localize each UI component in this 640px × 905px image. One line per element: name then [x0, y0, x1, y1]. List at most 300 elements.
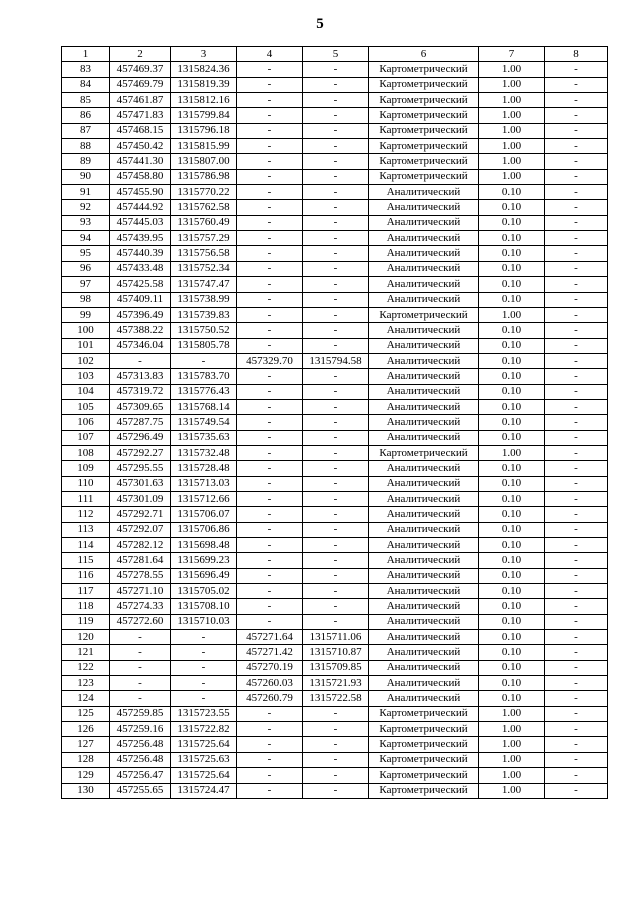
column-header: 2	[110, 47, 171, 62]
y-coordinate-cell: 1315776.43	[171, 384, 237, 399]
method-cell: Картометрический	[369, 768, 479, 783]
x-coordinate-cell: 457282.12	[110, 538, 171, 553]
accuracy-cell: 1.00	[479, 752, 545, 767]
note-cell: -	[545, 630, 608, 645]
note-cell: -	[545, 215, 608, 230]
method-cell: Аналитический	[369, 292, 479, 307]
x-new-coordinate-cell: 457260.79	[237, 691, 303, 706]
y-coordinate-cell: 1315725.64	[171, 768, 237, 783]
x-coordinate-cell: 457469.79	[110, 77, 171, 92]
y-new-coordinate-cell: -	[303, 538, 369, 553]
column-header: 1	[62, 47, 110, 62]
y-coordinate-cell: 1315770.22	[171, 185, 237, 200]
table-row	[62, 169, 608, 184]
method-cell: Аналитический	[369, 660, 479, 675]
note-cell: -	[545, 461, 608, 476]
note-cell: -	[545, 584, 608, 599]
x-new-coordinate-cell: -	[237, 399, 303, 414]
table-row	[62, 630, 608, 645]
accuracy-cell: 0.10	[479, 430, 545, 445]
y-coordinate-cell: 1315708.10	[171, 599, 237, 614]
table-row	[62, 568, 608, 583]
point-number-cell: 90	[62, 169, 110, 184]
point-number-cell: 125	[62, 706, 110, 721]
y-new-coordinate-cell: -	[303, 108, 369, 123]
x-new-coordinate-cell: -	[237, 369, 303, 384]
point-number-cell: 84	[62, 77, 110, 92]
x-new-coordinate-cell: -	[237, 384, 303, 399]
note-cell: -	[545, 338, 608, 353]
accuracy-cell: 0.10	[479, 185, 545, 200]
point-number-cell: 87	[62, 123, 110, 138]
x-new-coordinate-cell: -	[237, 200, 303, 215]
method-cell: Аналитический	[369, 261, 479, 276]
y-coordinate-cell: 1315815.99	[171, 139, 237, 154]
y-coordinate-cell: 1315762.58	[171, 200, 237, 215]
y-coordinate-cell: 1315757.29	[171, 231, 237, 246]
y-new-coordinate-cell: -	[303, 737, 369, 752]
x-new-coordinate-cell: -	[237, 154, 303, 169]
method-cell: Картометрический	[369, 123, 479, 138]
accuracy-cell: 0.10	[479, 261, 545, 276]
point-number-cell: 107	[62, 430, 110, 445]
point-number-cell: 114	[62, 538, 110, 553]
accuracy-cell: 0.10	[479, 645, 545, 660]
y-coordinate-cell: 1315706.07	[171, 507, 237, 522]
table-body	[62, 62, 608, 799]
y-new-coordinate-cell: -	[303, 568, 369, 583]
y-new-coordinate-cell: -	[303, 553, 369, 568]
method-cell: Картометрический	[369, 93, 479, 108]
note-cell: -	[545, 169, 608, 184]
column-header: 4	[237, 47, 303, 62]
x-coordinate-cell: 457439.95	[110, 231, 171, 246]
accuracy-cell: 0.10	[479, 676, 545, 691]
point-number-cell: 118	[62, 599, 110, 614]
accuracy-cell: 1.00	[479, 108, 545, 123]
point-number-cell: 98	[62, 292, 110, 307]
note-cell: -	[545, 752, 608, 767]
table-row	[62, 261, 608, 276]
point-number-cell: 121	[62, 645, 110, 660]
y-new-coordinate-cell: -	[303, 507, 369, 522]
y-coordinate-cell: 1315722.82	[171, 722, 237, 737]
y-new-coordinate-cell: -	[303, 246, 369, 261]
point-number-cell: 105	[62, 399, 110, 414]
point-number-cell: 113	[62, 522, 110, 537]
method-cell: Аналитический	[369, 538, 479, 553]
x-new-coordinate-cell: -	[237, 323, 303, 338]
accuracy-cell: 1.00	[479, 768, 545, 783]
point-number-cell: 119	[62, 614, 110, 629]
x-coordinate-cell: 457450.42	[110, 139, 171, 154]
method-cell: Аналитический	[369, 231, 479, 246]
table-row	[62, 783, 608, 798]
table-row	[62, 93, 608, 108]
point-number-cell: 111	[62, 491, 110, 506]
table-row	[62, 323, 608, 338]
x-coordinate-cell: 457259.16	[110, 722, 171, 737]
y-coordinate-cell: 1315698.48	[171, 538, 237, 553]
y-coordinate-cell: 1315786.98	[171, 169, 237, 184]
x-new-coordinate-cell: -	[237, 599, 303, 614]
table-row	[62, 384, 608, 399]
x-coordinate-cell: 457292.27	[110, 445, 171, 460]
accuracy-cell: 1.00	[479, 123, 545, 138]
column-header: 8	[545, 47, 608, 62]
accuracy-cell: 1.00	[479, 783, 545, 798]
x-new-coordinate-cell: -	[237, 338, 303, 353]
note-cell: -	[545, 231, 608, 246]
note-cell: -	[545, 415, 608, 430]
point-number-cell: 127	[62, 737, 110, 752]
table-row	[62, 737, 608, 752]
method-cell: Аналитический	[369, 185, 479, 200]
y-new-coordinate-cell: -	[303, 599, 369, 614]
y-coordinate-cell: -	[171, 691, 237, 706]
y-coordinate-cell: 1315799.84	[171, 108, 237, 123]
x-new-coordinate-cell: -	[237, 737, 303, 752]
y-new-coordinate-cell: -	[303, 123, 369, 138]
point-number-cell: 100	[62, 323, 110, 338]
x-new-coordinate-cell: -	[237, 722, 303, 737]
point-number-cell: 83	[62, 62, 110, 77]
x-new-coordinate-cell: -	[237, 706, 303, 721]
accuracy-cell: 0.10	[479, 507, 545, 522]
y-new-coordinate-cell: 1315710.87	[303, 645, 369, 660]
note-cell: -	[545, 277, 608, 292]
y-coordinate-cell: -	[171, 645, 237, 660]
method-cell: Картометрический	[369, 722, 479, 737]
method-cell: Аналитический	[369, 614, 479, 629]
x-new-coordinate-cell: -	[237, 476, 303, 491]
y-new-coordinate-cell: -	[303, 461, 369, 476]
x-new-coordinate-cell: -	[237, 553, 303, 568]
x-coordinate-cell: 457281.64	[110, 553, 171, 568]
method-cell: Аналитический	[369, 645, 479, 660]
accuracy-cell: 0.10	[479, 338, 545, 353]
y-coordinate-cell: 1315723.55	[171, 706, 237, 721]
y-new-coordinate-cell: -	[303, 522, 369, 537]
accuracy-cell: 1.00	[479, 445, 545, 460]
note-cell: -	[545, 108, 608, 123]
accuracy-cell: 0.10	[479, 522, 545, 537]
note-cell: -	[545, 491, 608, 506]
x-new-coordinate-cell: -	[237, 77, 303, 92]
x-new-coordinate-cell: -	[237, 415, 303, 430]
point-number-cell: 115	[62, 553, 110, 568]
method-cell: Картометрический	[369, 307, 479, 322]
method-cell: Аналитический	[369, 215, 479, 230]
table-row	[62, 706, 608, 721]
note-cell: -	[545, 77, 608, 92]
point-number-cell: 102	[62, 353, 110, 368]
x-coordinate-cell: 457319.72	[110, 384, 171, 399]
table-row	[62, 277, 608, 292]
x-new-coordinate-cell: -	[237, 768, 303, 783]
y-coordinate-cell: 1315807.00	[171, 154, 237, 169]
method-cell: Картометрический	[369, 139, 479, 154]
method-cell: Аналитический	[369, 691, 479, 706]
note-cell: -	[545, 660, 608, 675]
accuracy-cell: 0.10	[479, 599, 545, 614]
y-coordinate-cell: 1315747.47	[171, 277, 237, 292]
accuracy-cell: 0.10	[479, 415, 545, 430]
y-coordinate-cell: 1315724.47	[171, 783, 237, 798]
accuracy-cell: 1.00	[479, 93, 545, 108]
y-coordinate-cell: 1315824.36	[171, 62, 237, 77]
y-new-coordinate-cell: -	[303, 722, 369, 737]
y-new-coordinate-cell: -	[303, 614, 369, 629]
x-coordinate-cell: -	[110, 353, 171, 368]
point-number-cell: 129	[62, 768, 110, 783]
y-new-coordinate-cell: 1315721.93	[303, 676, 369, 691]
x-coordinate-cell: 457455.90	[110, 185, 171, 200]
x-coordinate-cell: -	[110, 660, 171, 675]
y-coordinate-cell: 1315725.64	[171, 737, 237, 752]
point-number-cell: 123	[62, 676, 110, 691]
note-cell: -	[545, 737, 608, 752]
point-number-cell: 112	[62, 507, 110, 522]
point-number-cell: 104	[62, 384, 110, 399]
table-row	[62, 599, 608, 614]
x-new-coordinate-cell: -	[237, 62, 303, 77]
table-row	[62, 430, 608, 445]
point-number-cell: 89	[62, 154, 110, 169]
y-coordinate-cell: 1315735.63	[171, 430, 237, 445]
y-coordinate-cell: -	[171, 676, 237, 691]
y-new-coordinate-cell: -	[303, 261, 369, 276]
y-new-coordinate-cell: -	[303, 584, 369, 599]
x-new-coordinate-cell: 457270.19	[237, 660, 303, 675]
method-cell: Аналитический	[369, 599, 479, 614]
note-cell: -	[545, 476, 608, 491]
y-new-coordinate-cell: -	[303, 369, 369, 384]
y-coordinate-cell: 1315812.16	[171, 93, 237, 108]
y-coordinate-cell: 1315749.54	[171, 415, 237, 430]
table-row	[62, 445, 608, 460]
point-number-cell: 91	[62, 185, 110, 200]
x-coordinate-cell: 457441.30	[110, 154, 171, 169]
x-coordinate-cell: -	[110, 691, 171, 706]
note-cell: -	[545, 568, 608, 583]
table-row	[62, 491, 608, 506]
y-coordinate-cell: 1315768.14	[171, 399, 237, 414]
method-cell: Картометрический	[369, 445, 479, 460]
method-cell: Аналитический	[369, 430, 479, 445]
x-coordinate-cell: 457468.15	[110, 123, 171, 138]
method-cell: Аналитический	[369, 522, 479, 537]
accuracy-cell: 0.10	[479, 215, 545, 230]
x-new-coordinate-cell: -	[237, 584, 303, 599]
point-number-cell: 108	[62, 445, 110, 460]
method-cell: Картометрический	[369, 108, 479, 123]
method-cell: Аналитический	[369, 476, 479, 491]
accuracy-cell: 0.10	[479, 476, 545, 491]
accuracy-cell: 1.00	[479, 737, 545, 752]
point-number-cell: 117	[62, 584, 110, 599]
note-cell: -	[545, 62, 608, 77]
method-cell: Картометрический	[369, 706, 479, 721]
point-number-cell: 126	[62, 722, 110, 737]
table-row	[62, 645, 608, 660]
note-cell: -	[545, 353, 608, 368]
y-new-coordinate-cell: -	[303, 430, 369, 445]
point-number-cell: 101	[62, 338, 110, 353]
y-new-coordinate-cell: -	[303, 491, 369, 506]
y-new-coordinate-cell: -	[303, 399, 369, 414]
accuracy-cell: 0.10	[479, 231, 545, 246]
x-new-coordinate-cell: -	[237, 215, 303, 230]
x-coordinate-cell: 457444.92	[110, 200, 171, 215]
note-cell: -	[545, 200, 608, 215]
y-new-coordinate-cell: 1315709.85	[303, 660, 369, 675]
x-coordinate-cell: 457256.47	[110, 768, 171, 783]
point-number-cell: 92	[62, 200, 110, 215]
table-row	[62, 123, 608, 138]
x-new-coordinate-cell: -	[237, 292, 303, 307]
accuracy-cell: 0.10	[479, 353, 545, 368]
note-cell: -	[545, 430, 608, 445]
method-cell: Картометрический	[369, 77, 479, 92]
x-new-coordinate-cell: -	[237, 307, 303, 322]
y-new-coordinate-cell: -	[303, 706, 369, 721]
accuracy-cell: 0.10	[479, 568, 545, 583]
point-number-cell: 122	[62, 660, 110, 675]
y-coordinate-cell: -	[171, 630, 237, 645]
table-row	[62, 584, 608, 599]
accuracy-cell: 0.10	[479, 369, 545, 384]
table-row	[62, 231, 608, 246]
x-new-coordinate-cell: -	[237, 185, 303, 200]
y-coordinate-cell: -	[171, 660, 237, 675]
table-row	[62, 399, 608, 414]
point-number-cell: 95	[62, 246, 110, 261]
x-new-coordinate-cell: -	[237, 277, 303, 292]
table-row	[62, 660, 608, 675]
table-row	[62, 139, 608, 154]
method-cell: Аналитический	[369, 323, 479, 338]
x-coordinate-cell: 457295.55	[110, 461, 171, 476]
y-new-coordinate-cell: -	[303, 768, 369, 783]
y-new-coordinate-cell: -	[303, 415, 369, 430]
y-coordinate-cell: 1315712.66	[171, 491, 237, 506]
x-new-coordinate-cell: 457260.03	[237, 676, 303, 691]
method-cell: Картометрический	[369, 737, 479, 752]
y-coordinate-cell: 1315705.02	[171, 584, 237, 599]
method-cell: Аналитический	[369, 584, 479, 599]
method-cell: Аналитический	[369, 630, 479, 645]
table-row	[62, 215, 608, 230]
table-row	[62, 108, 608, 123]
note-cell: -	[545, 676, 608, 691]
table-row	[62, 353, 608, 368]
method-cell: Аналитический	[369, 369, 479, 384]
table-row	[62, 507, 608, 522]
method-cell: Аналитический	[369, 491, 479, 506]
y-new-coordinate-cell: 1315794.58	[303, 353, 369, 368]
method-cell: Аналитический	[369, 399, 479, 414]
note-cell: -	[545, 522, 608, 537]
accuracy-cell: 1.00	[479, 307, 545, 322]
column-header: 6	[369, 47, 479, 62]
accuracy-cell: 0.10	[479, 660, 545, 675]
table-row	[62, 246, 608, 261]
point-number-cell: 93	[62, 215, 110, 230]
note-cell: -	[545, 553, 608, 568]
method-cell: Аналитический	[369, 200, 479, 215]
y-coordinate-cell: 1315752.34	[171, 261, 237, 276]
table-row	[62, 553, 608, 568]
point-number-cell: 124	[62, 691, 110, 706]
page-number: 5	[316, 16, 324, 32]
x-new-coordinate-cell: -	[237, 491, 303, 506]
y-coordinate-cell: 1315796.18	[171, 123, 237, 138]
note-cell: -	[545, 691, 608, 706]
point-number-cell: 94	[62, 231, 110, 246]
x-coordinate-cell: 457272.60	[110, 614, 171, 629]
note-cell: -	[545, 323, 608, 338]
y-new-coordinate-cell: -	[303, 323, 369, 338]
table-row	[62, 292, 608, 307]
x-coordinate-cell: 457396.49	[110, 307, 171, 322]
note-cell: -	[545, 261, 608, 276]
y-new-coordinate-cell: -	[303, 77, 369, 92]
x-new-coordinate-cell: -	[237, 169, 303, 184]
x-coordinate-cell: 457469.37	[110, 62, 171, 77]
y-new-coordinate-cell: -	[303, 277, 369, 292]
x-new-coordinate-cell: 457329.70	[237, 353, 303, 368]
table-row	[62, 614, 608, 629]
point-number-cell: 96	[62, 261, 110, 276]
method-cell: Аналитический	[369, 338, 479, 353]
note-cell: -	[545, 369, 608, 384]
table-row	[62, 307, 608, 322]
table-row	[62, 722, 608, 737]
note-cell: -	[545, 384, 608, 399]
x-new-coordinate-cell: -	[237, 231, 303, 246]
y-coordinate-cell: 1315732.48	[171, 445, 237, 460]
x-coordinate-cell: 457471.83	[110, 108, 171, 123]
table-row	[62, 185, 608, 200]
x-coordinate-cell: 457292.07	[110, 522, 171, 537]
y-new-coordinate-cell: -	[303, 185, 369, 200]
note-cell: -	[545, 599, 608, 614]
y-new-coordinate-cell: -	[303, 783, 369, 798]
table-row	[62, 522, 608, 537]
point-number-cell: 106	[62, 415, 110, 430]
point-number-cell: 86	[62, 108, 110, 123]
method-cell: Аналитический	[369, 384, 479, 399]
table-row	[62, 538, 608, 553]
point-number-cell: 103	[62, 369, 110, 384]
x-new-coordinate-cell: -	[237, 246, 303, 261]
note-cell: -	[545, 185, 608, 200]
x-coordinate-cell: 457259.85	[110, 706, 171, 721]
note-cell: -	[545, 507, 608, 522]
x-coordinate-cell: 457445.03	[110, 215, 171, 230]
x-coordinate-cell: 457313.83	[110, 369, 171, 384]
x-coordinate-cell: 457255.65	[110, 783, 171, 798]
table-row	[62, 415, 608, 430]
note-cell: -	[545, 706, 608, 721]
x-coordinate-cell: -	[110, 676, 171, 691]
y-coordinate-cell: 1315710.03	[171, 614, 237, 629]
x-coordinate-cell: 457278.55	[110, 568, 171, 583]
y-coordinate-cell: 1315739.83	[171, 307, 237, 322]
note-cell: -	[545, 123, 608, 138]
x-coordinate-cell: 457346.04	[110, 338, 171, 353]
